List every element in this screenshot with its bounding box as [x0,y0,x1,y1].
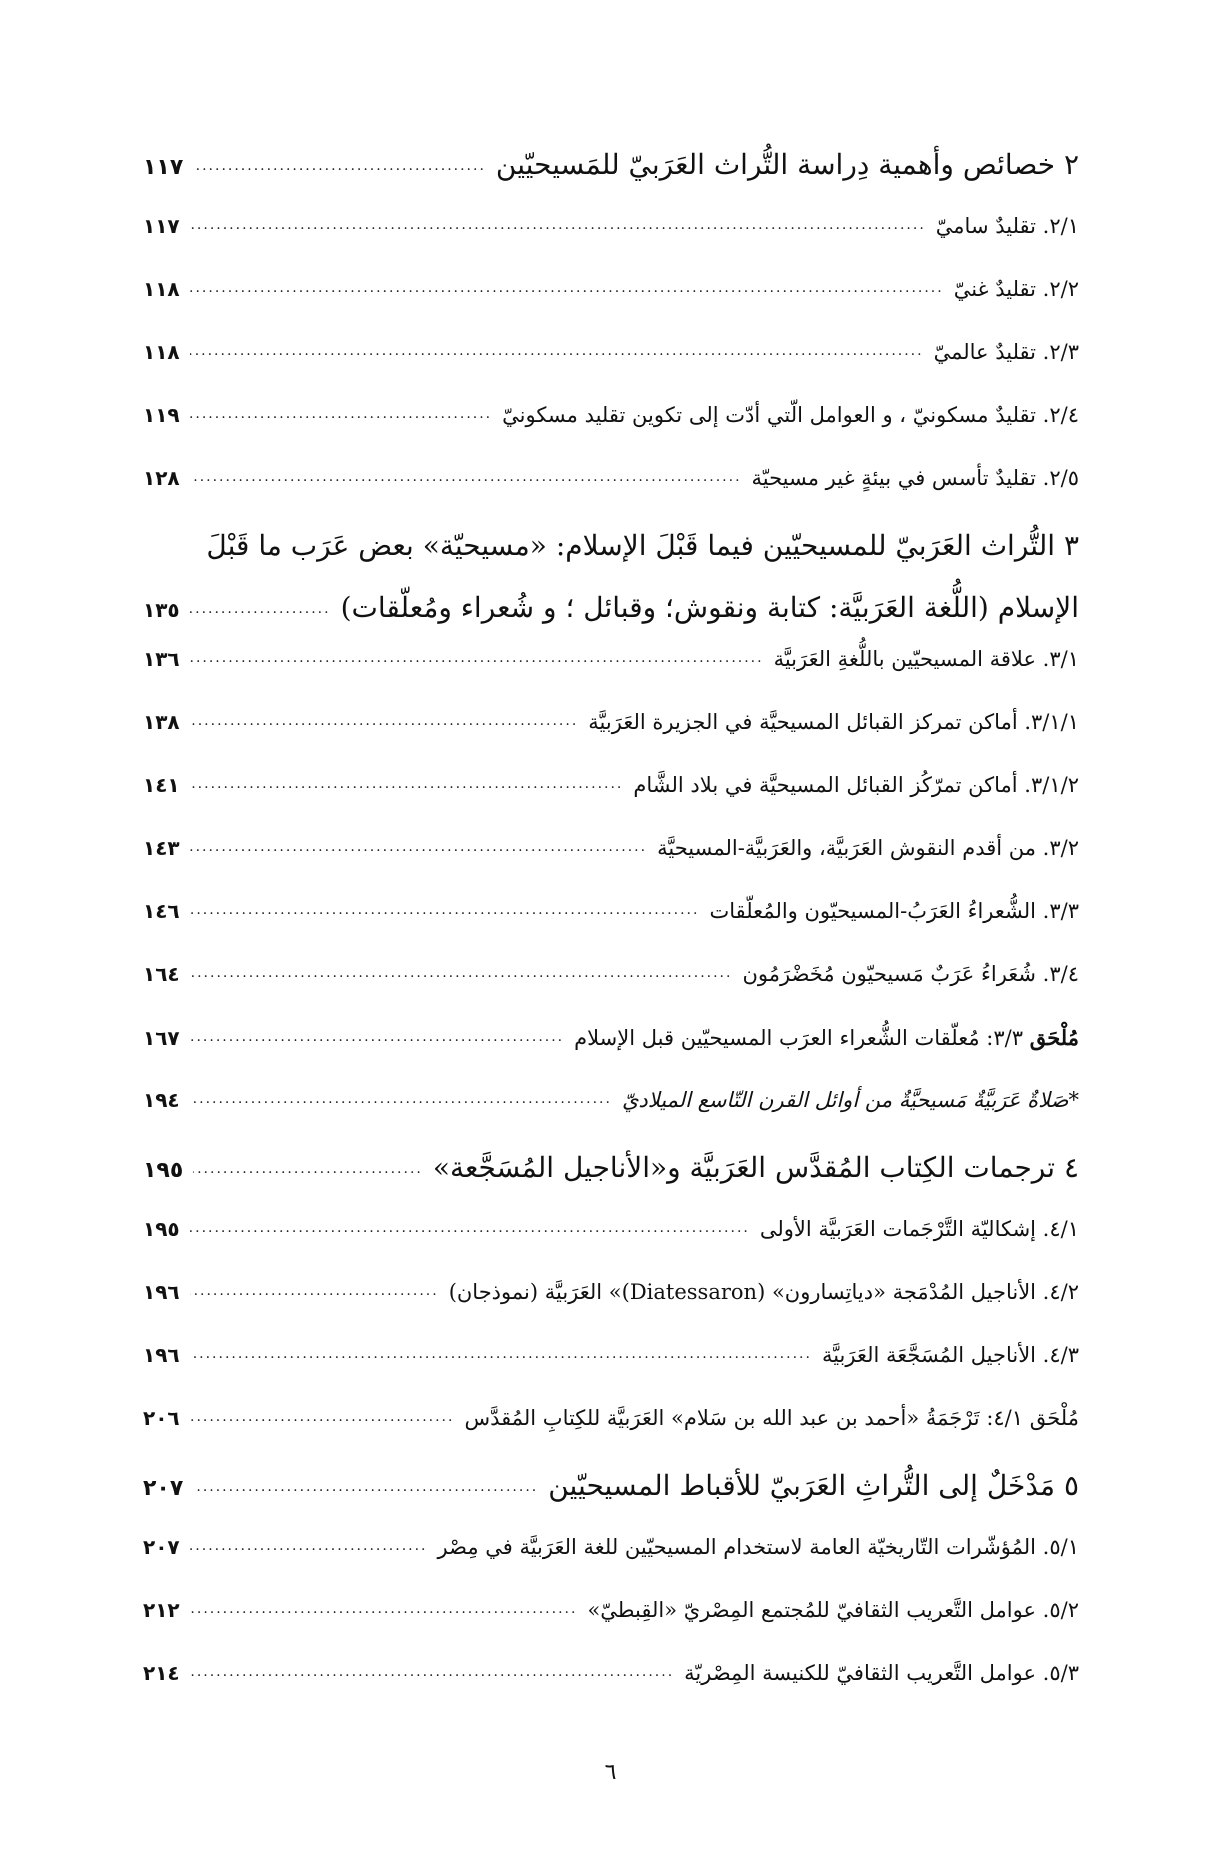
toc-entry-page: ١٩٥ [143,1158,184,1183]
toc-entry-page: ١١٧ [143,214,180,238]
leader-dots [190,601,331,617]
toc-entry [143,277,1079,340]
toc-entry-title-line1: ٣ التُّراث العَرَبيّ للمسيحيّين فيما قَبْلَ الإسلام: «مسيحيّة» بعض عَرَب ما قَبْلَ [206,529,1079,562]
leader-dots [193,158,486,174]
toc-entry [143,1025,1079,1088]
toc-entry [143,1217,1079,1280]
leader-dots [190,343,924,359]
toc-entry [143,836,1079,899]
toc-entry-title: ٥/٣. عوامل التَّعريب الثقافيّ للكنيسة المِصْريّة [684,1661,1079,1685]
leader-dots [190,217,926,233]
leader-dots [193,1161,423,1177]
toc-entry [143,647,1079,710]
toc-entry-page: ٢٠٧ [143,1535,180,1559]
toc-entry [143,148,1079,214]
toc-entry-page: ١٩٥ [143,1217,180,1241]
toc-entry-page: ١٤١ [143,773,180,797]
toc-entry-title: ٣/٤. شُعَراءُ عَرَبٌ مَسيحيّون مُخَضْرَمُون [742,962,1079,986]
toc-entry-title: ٣/٣. الشُّعراءُ العَرَبُ-المسيحيّون والمُعلّقات [709,899,1079,923]
toc-entry [143,466,1079,529]
toc-entry-page: ١٢٨ [143,466,180,490]
appendix-label: مُلْحَق [1029,1025,1079,1050]
toc-entry-page: ١٤٣ [143,836,180,860]
toc-entry-page: ١٩٦ [143,1343,180,1367]
leader-dots [190,650,764,666]
toc-entry-continuation [143,591,1079,647]
toc-entry-title: ٤/٣. الأناجيل المُسَجَّعَة العَرَبيَّة [821,1343,1079,1367]
toc-entry-page: ١٣٨ [143,710,180,734]
toc-entry-page: ١١٧ [143,155,184,180]
toc-entry-title: ٥ مَدْخَلٌ إلى التُّراثِ العَرَبيّ للأقباط المسيحيّين [548,1469,1079,1502]
page-number: ٦ [604,1760,617,1785]
toc-entry-title: *صَلاةٌ عَرَبيَّةٌ مَسيحيَّةٌ من أوائل القرن التّاسع الميلاديّ [621,1088,1079,1112]
toc-entry [143,403,1079,466]
toc-entry-title-line2: الإسلام (اللُّغة العَرَبيَّة: كتابة ونقوش؛ وقبائل ؛ و شُعراء ومُعلّقات) [340,591,1079,624]
leader-dots [190,1091,612,1107]
toc-entry-page: ١١٩ [143,403,180,427]
toc-entry [143,1151,1079,1217]
toc-entry [143,1535,1079,1598]
leader-dots [190,406,493,422]
leader-dots [190,1346,812,1362]
leader-dots [190,965,733,981]
toc-entry [143,710,1079,773]
leader-dots [190,902,700,918]
toc-entry-page: ٢٠٧ [143,1476,184,1501]
toc-entry-page: ١٩٤ [143,1088,180,1112]
toc-entry [143,899,1079,962]
leader-dots [190,280,944,296]
toc-entry-page: ٢١٢ [143,1598,180,1622]
toc-entry-page: ١٦٧ [143,1026,180,1050]
toc-entry-multiline [143,529,1079,591]
leader-dots [190,1664,675,1680]
toc-entry-page: ١٣٦ [143,647,180,671]
toc-entry-title: ٢/٣. تقليدٌ عالميّ [933,340,1079,364]
toc-entry [143,214,1079,277]
leader-dots [190,839,647,855]
toc-entry-title: ٣/١/٢. أماكن تمرّكُز القبائل المسيحيَّة في بلاد الشَّام [633,773,1079,797]
toc-entry [143,1343,1079,1406]
toc-entry-title: ٢/١. تقليدٌ ساميّ [935,214,1079,238]
toc-entry [143,1280,1079,1343]
toc-entry-title [574,1025,1079,1050]
toc-entry-title: ٢/٢. تقليدٌ غنيّ [953,277,1079,301]
toc-entry-page: ١٩٦ [143,1280,180,1304]
toc-entry [143,340,1079,403]
toc-entry [143,1088,1079,1151]
toc-entry-title: ٤/٢. الأناجيل المُدْمَجة «دياتِسارون» (Diatessaron)» العَرَبيَّة (نموذجان) [448,1280,1079,1304]
toc-entry-page: ١١٨ [143,340,180,364]
toc-entry-title: ٥/٢. عوامل التَّعريب الثقافيّ للمُجتمع المِصْريّ «القِبطيّ» [587,1598,1079,1622]
toc-entry-title: ٢ خصائص وأهمية دِراسة التُّراث العَرَبيّ للمَسيحيّين [495,148,1079,181]
leader-dots [193,1479,538,1495]
toc-entry-title: ٣/١. علاقة المسيحيّين باللُّغةِ العَرَبيَّة [773,647,1079,671]
toc-entry-title: ٣/٢. من أقدم النقوش العَرَبيَّة، والعَرَبيَّة-المسيحيَّة [657,836,1079,860]
leader-dots [190,1283,439,1299]
leader-dots [190,1409,455,1425]
toc-entry-page: ٢٠٦ [143,1406,180,1430]
toc-entry [143,1406,1079,1469]
toc-entry [143,1469,1079,1535]
leader-dots [190,1601,578,1617]
leader-dots [190,469,742,485]
toc-entry-title: ٢/٥. تقليدٌ تأسس في بيئةٍ غير مسيحيّة [751,466,1079,490]
toc-entry-title: ٣/١/١. أماكن تمركز القبائل المسيحيَّة في الجزيرة العَرَبيَّة [588,710,1079,734]
leader-dots [190,776,624,792]
toc-entry-title: ٢/٤. تقليدٌ مسكونيّ ، و العوامل الّتي أدّت إلى تكوين تقليد مسكونيّ [502,403,1079,427]
toc-entry-page: ٢١٤ [143,1661,180,1685]
leader-dots [190,1220,750,1236]
toc-entry-page: ١١٨ [143,277,180,301]
table-of-contents [143,148,1079,1724]
toc-entry-page: ١٤٦ [143,899,180,923]
toc-entry-title: ٤ ترجمات الكِتاب المُقدَّس العَرَبيَّة و«الأناجيل المُسَجَّعة» [432,1151,1079,1184]
appendix-title: ٣/٣: مُعلّقات الشُّعراء العرَب المسيحيّين قبل الإسلام [574,1026,1030,1050]
leader-dots [190,1029,565,1045]
toc-entry [143,773,1079,836]
toc-entry-title: ٥/١. المُؤشّرات التّاريخيّة العامة لاستخدام المسيحيّين للغة العَرَبيَّة في مِصْر [437,1535,1079,1559]
leader-dots [190,1538,428,1554]
toc-entry-title: مُلْحَق ٤/١: تَرْجَمَةُ «أحمد بن عبد الله بن سَلام» العَرَبيَّة للكِتابِ المُقدَّس [464,1406,1079,1430]
toc-entry [143,1661,1079,1724]
toc-entry-title: ٤/١. إشكاليّة التَّرْجَمات العَرَبيَّة الأولى [759,1217,1079,1241]
leader-dots [190,713,579,729]
toc-entry [143,962,1079,1025]
toc-entry-page: ١٣٥ [143,598,180,622]
toc-entry [143,1598,1079,1661]
toc-entry-page: ١٦٤ [143,962,180,986]
